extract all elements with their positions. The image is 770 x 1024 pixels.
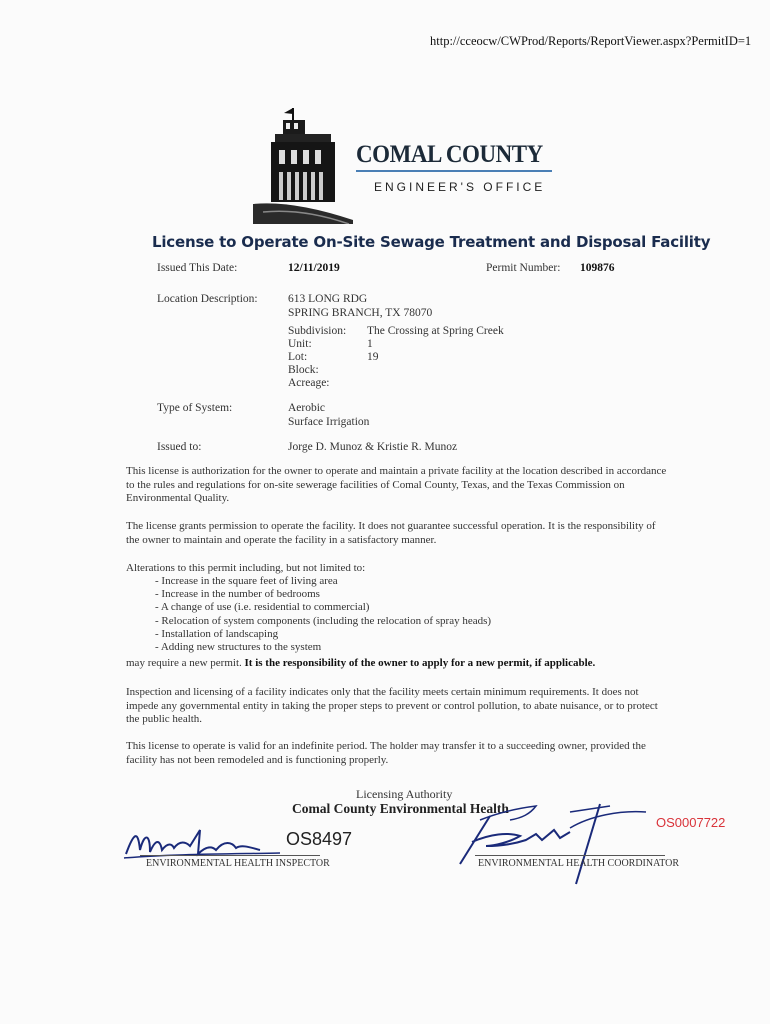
- list-item: - Adding new structures to the system: [155, 641, 491, 654]
- list-item: - Increase in the number of bedrooms: [155, 588, 491, 601]
- list-item: - Installation of landscaping: [155, 628, 491, 641]
- acreage-label: Acreage:: [288, 377, 330, 389]
- unit-label: Unit:: [288, 338, 312, 350]
- page-url: http://cceocw/CWProd/Reports/ReportViewer.aspx?PermitID=1: [430, 34, 752, 48]
- permit-number-value: 109876: [580, 262, 615, 274]
- logo-subtitle: ENGINEER'S OFFICE: [374, 180, 546, 194]
- inspector-license-number: OS8497: [286, 829, 353, 849]
- list-item: - A change of use (i.e. residential to commercial): [155, 601, 491, 614]
- system-type-line1: Aerobic: [288, 402, 326, 414]
- subdivision-label: Subdivision:: [288, 325, 347, 337]
- inspection-paragraph: Inspection and licensing of a facility indicates only that the facility meets certain minimum requirements. It does not impede any governmental entity in taking the proper steps to prevent or control pollution, to abate nuisance, or to protect the public health.: [126, 686, 658, 725]
- logo-divider: [356, 170, 552, 172]
- issued-to-value: Jorge D. Munoz & Kristie R. Munoz: [288, 441, 458, 453]
- location-label: Location Description:: [157, 293, 258, 305]
- subdivision-value: The Crossing at Spring Creek: [367, 325, 504, 337]
- system-type-label: Type of System:: [157, 402, 233, 414]
- validity-paragraph: This license to operate is valid for an indefinite period. The holder may transfer it to a succeeding owner, provided the facility has not been remodeled and is functioning properly.: [126, 740, 646, 766]
- alterations-list: [155, 575, 491, 654]
- list-item: - Relocation of system components (including the relocation of spray heads): [155, 615, 491, 628]
- coordinator-title: ENVIRONMENTAL HEALTH COORDINATOR: [478, 858, 680, 869]
- licensing-authority-label: Licensing Authority: [356, 787, 453, 801]
- issued-to-label: Issued to:: [157, 441, 202, 453]
- system-type-line2: Surface Irrigation: [288, 416, 370, 428]
- document-title: License to Operate On-Site Sewage Treatment and Disposal Facility: [152, 233, 711, 251]
- unit-value: 1: [367, 338, 373, 350]
- address-line2: SPRING BRANCH, TX 78070: [288, 307, 433, 319]
- address-line1: 613 LONG RDG: [288, 293, 368, 305]
- permission-paragraph: The license grants permission to operate the facility. It does not guarantee successful operation. It is the responsibility of the owner to maintain and operate the facility in a satisfactory manner.: [126, 520, 656, 546]
- authorization-paragraph: This license is authorization for the owner to operate and maintain a private facility at the location described in accordance to the rules and regulations for on-site sewerage facilities of Comal County, Texas, and the Texas Commission on Environmental Quality.: [126, 465, 667, 504]
- block-label: Block:: [288, 364, 319, 376]
- permit-number-label: Permit Number:: [486, 262, 561, 274]
- alterations-outro: [126, 657, 671, 671]
- coordinator-license-number: OS0007722: [656, 815, 726, 830]
- inspector-title: ENVIRONMENTAL HEALTH INSPECTOR: [146, 858, 330, 869]
- owner-responsibility-note: It is the responsibility of the owner to apply for a new permit, if applicable.: [244, 657, 596, 669]
- alterations-outro-text: may require a new permit.: [126, 657, 242, 669]
- coordinator-signature-icon: [450, 790, 650, 885]
- logo-title: COMAL COUNTY: [356, 141, 543, 168]
- list-item: - Increase in the square feet of living area: [155, 575, 491, 588]
- lot-value: 19: [367, 351, 379, 363]
- licensing-authority-name: Comal County Environmental Health: [292, 801, 509, 816]
- inspector-signature-line: [140, 855, 320, 856]
- issued-date-value: 12/11/2019: [288, 262, 340, 274]
- alterations-intro: Alterations to this permit including, but not limited to:: [126, 562, 366, 574]
- issued-date-label: Issued This Date:: [157, 262, 238, 274]
- courthouse-logo-icon: [253, 104, 353, 224]
- lot-label: Lot:: [288, 351, 308, 363]
- coordinator-signature-line: [475, 855, 665, 856]
